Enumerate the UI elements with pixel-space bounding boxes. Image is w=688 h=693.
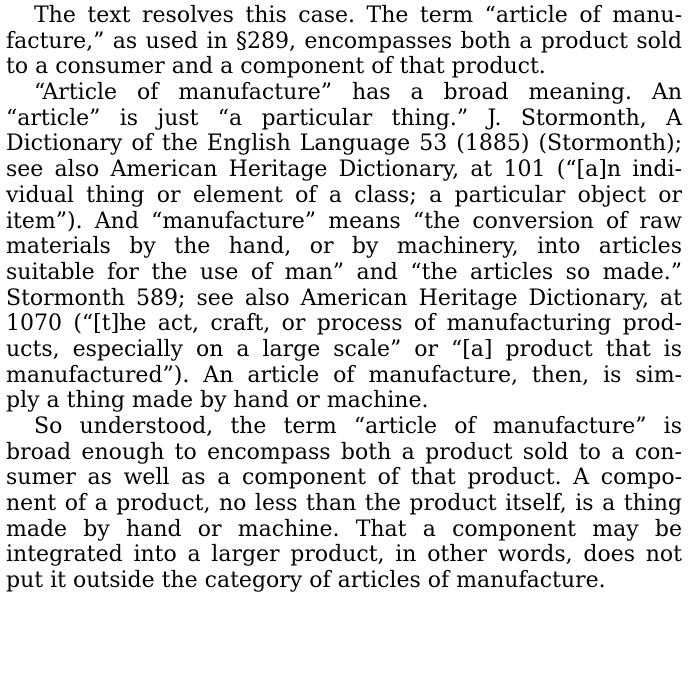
paragraph-3 [6,414,682,594]
text-line: made by hand or machine. That a component may be [6,516,682,542]
text-line: manufactured”). An article of manufacture, then, is sim- [6,362,682,388]
paragraph-1 [6,3,682,80]
text-line: materials by the hand, or by machinery, into articles [6,234,682,260]
text-line: “Article of manufacture” has a broad meaning. An [34,80,682,106]
text-line: see also American Heritage Dictionary, at 101 (“[a]n indi- [6,157,682,183]
text-line: put it outside the category of articles of manufacture. [6,568,606,594]
text-line: So understood, the term “article of manufacture” is [34,414,682,439]
text-line: ply a thing made by hand or machine. [6,388,429,414]
text-line: broad enough to encompass both a product sold to a con- [6,439,682,465]
text-line: suitable for the use of man” and “the articles so made.” [6,259,682,285]
text-line: nent of a product, no less than the product itself, is a thing [6,491,682,517]
text-line: ucts, especially on a large scale” or “[a] product that is [6,336,682,362]
text-line: The text resolves this case. The term “article of manu- [34,3,682,28]
text-line: 1070 (“[t]he act, craft, or process of manufacturing prod- [6,311,682,337]
text-line: to a consumer and a component of that product. [6,54,546,80]
text-line: “article” is just “a particular thing.” J. Stormonth, A [6,105,682,131]
text-line: sumer as well as a component of that product. A compo- [6,465,682,491]
text-line: vidual thing or element of a class; a particular object or [6,182,682,208]
text-line: Dictionary of the English Language 53 (1885) (Stormonth); [6,131,682,157]
text-line: Stormonth 589; see also American Heritage Dictionary, at [6,285,682,311]
text-line: facture,” as used in §289, encompasses both a product sold [6,28,682,54]
text-line: integrated into a larger product, in other words, does not [6,542,682,568]
text-line: item”). And “manufacture” means “the conversion of raw [6,208,682,234]
paragraph-2 [6,80,682,414]
